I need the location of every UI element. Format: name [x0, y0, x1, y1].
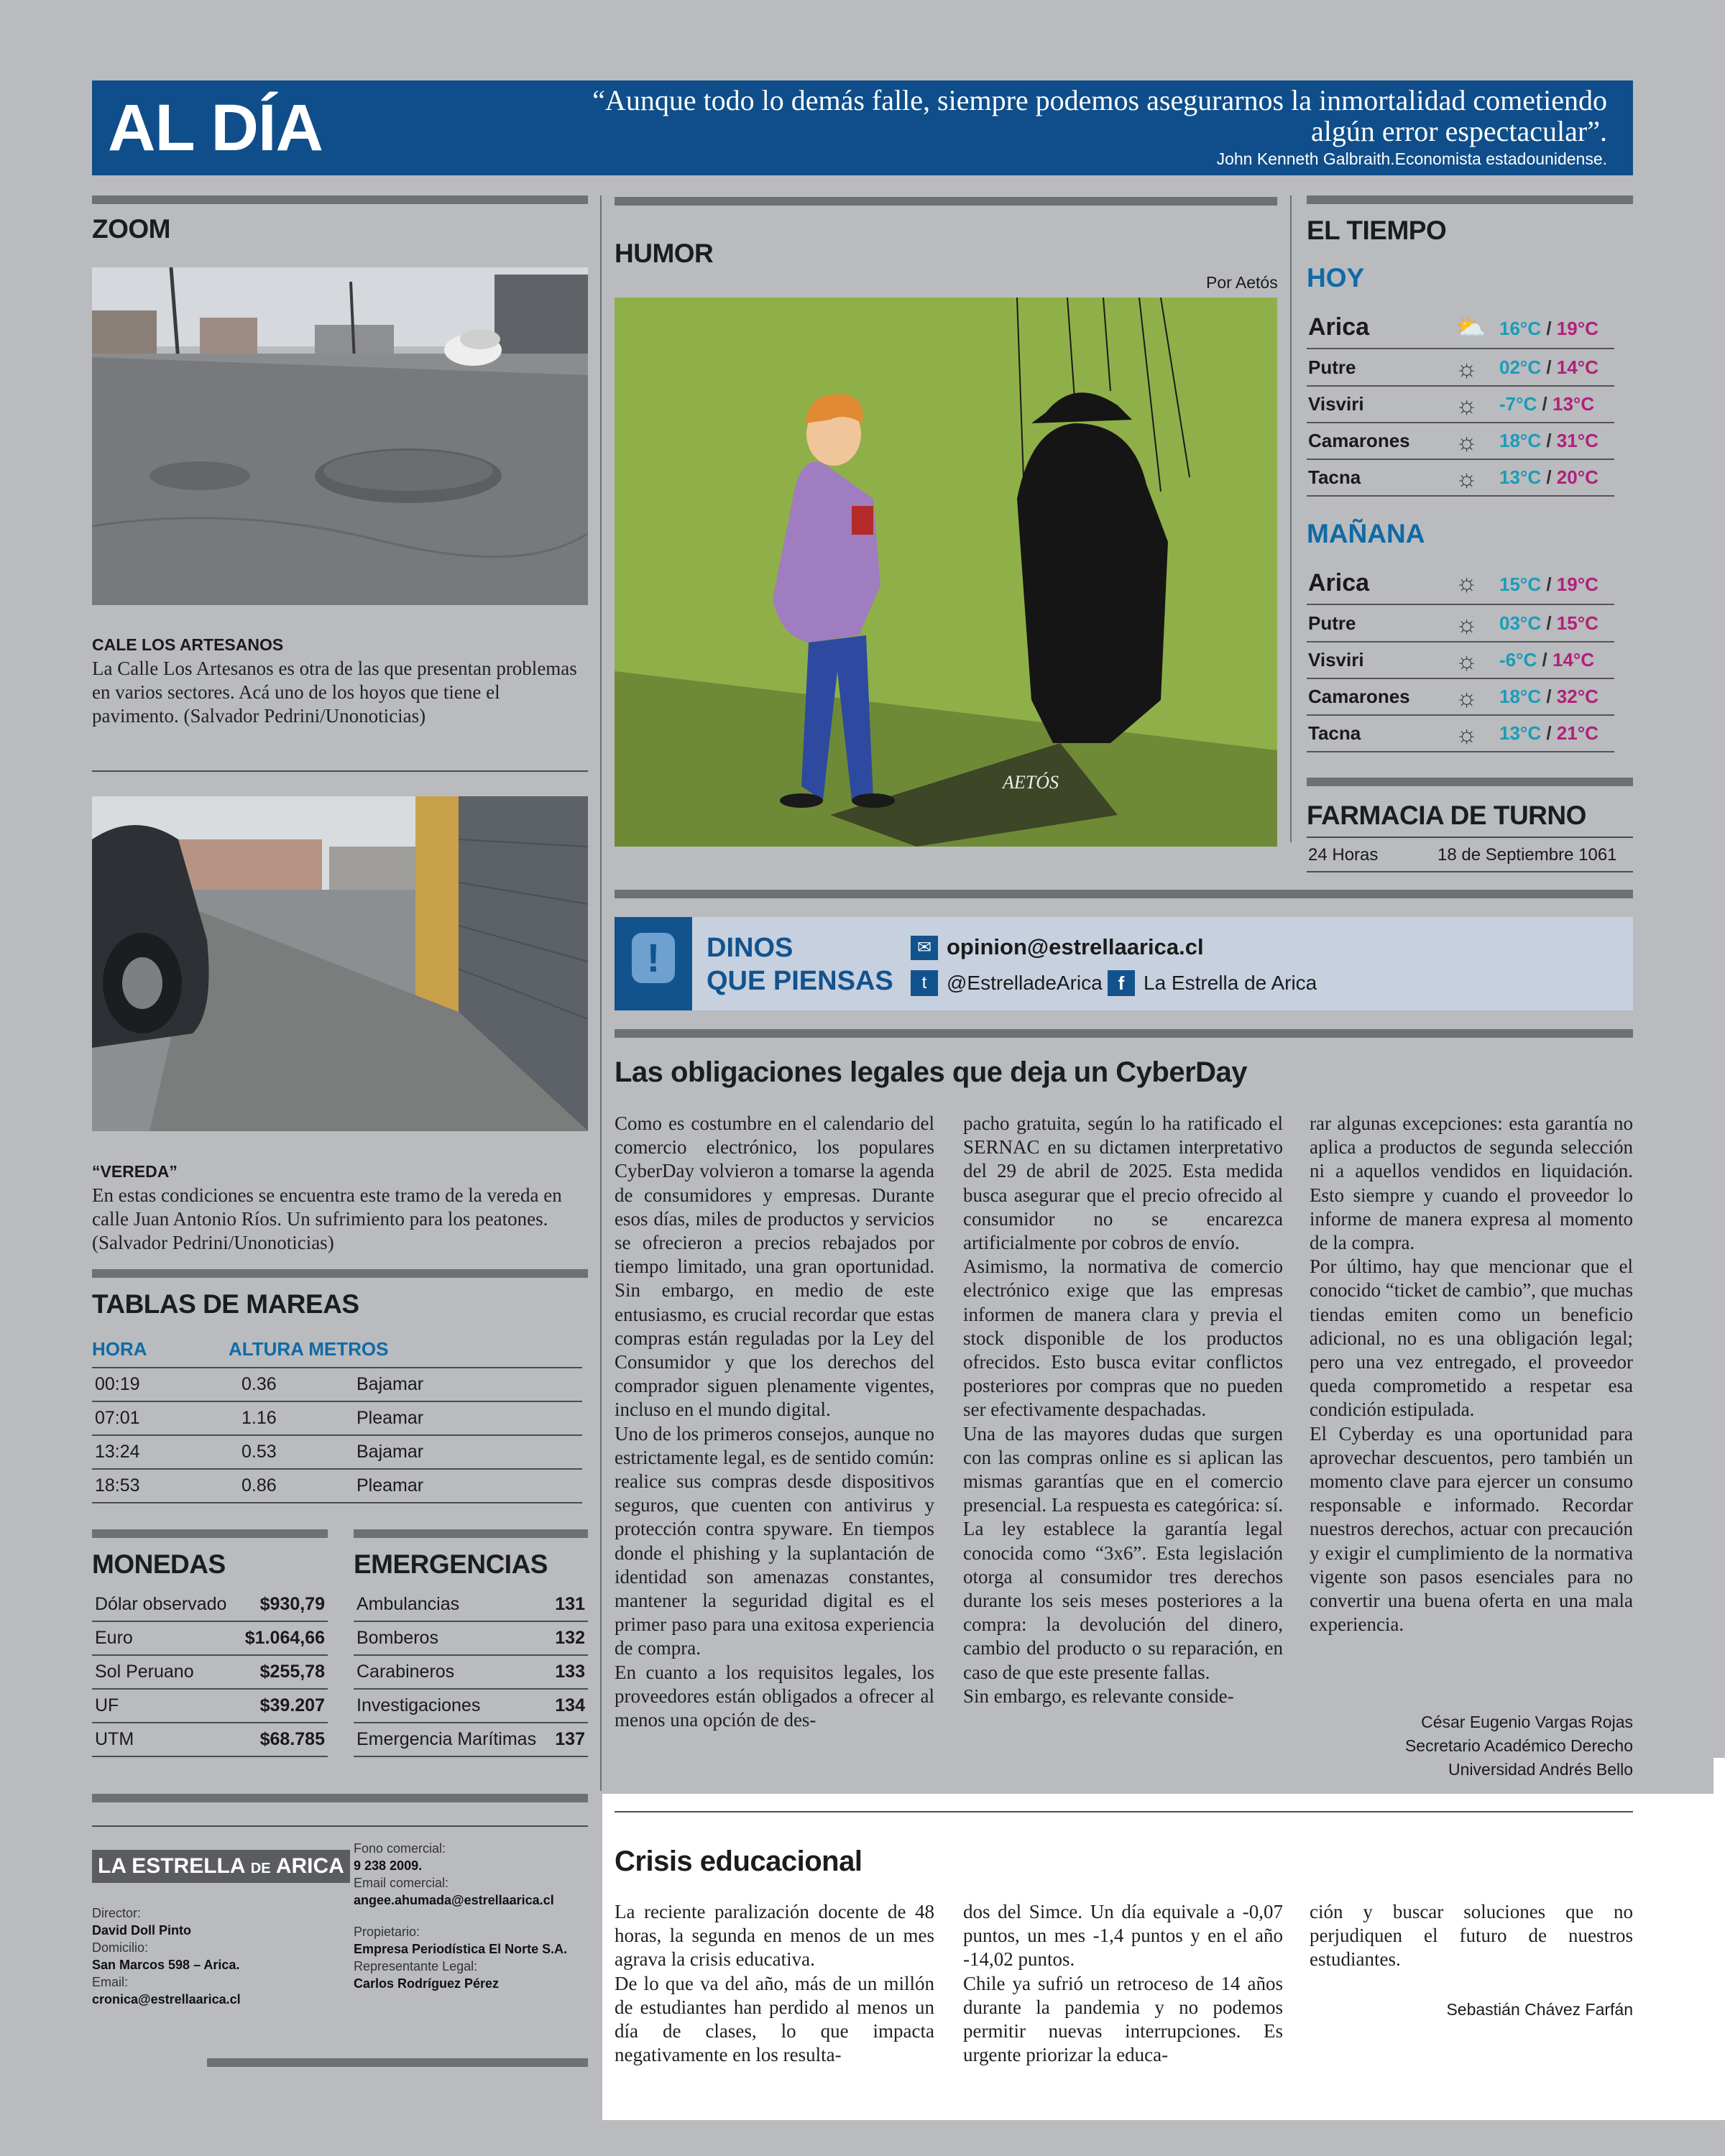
- table-row: [354, 1588, 588, 1621]
- weather-city: Visviri: [1308, 649, 1364, 671]
- tide-type: Bajamar: [354, 1435, 582, 1469]
- zoom-caption-2: En estas condiciones se encuentra este tramo de la vereda en calle Juan Antonio Ríos. Un sufrimiento para los peatones. (Salvador Pedrini/Unonoticias): [92, 1184, 562, 1253]
- zoom-top-rule: [92, 195, 588, 204]
- mail-icon: ✉: [911, 936, 938, 960]
- weather-city: Camarones: [1308, 430, 1410, 451]
- temp-separator: /: [1546, 430, 1552, 451]
- email-label: Email:: [92, 1975, 129, 1989]
- masthead-bottom-rule: [207, 2058, 588, 2067]
- weather-city: Camarones: [1308, 686, 1410, 707]
- opinion-facebook[interactable]: La Estrella de Arica: [1144, 972, 1317, 994]
- opinion-email[interactable]: opinion@estrellaarica.cl: [947, 934, 1204, 959]
- temp-separator: /: [1546, 318, 1552, 339]
- emergency-name: Ambulancias: [354, 1588, 550, 1621]
- emergency-top-rule: [354, 1529, 588, 1538]
- humor-title: HUMOR: [615, 239, 714, 268]
- sun-cloud-icon: ☼: [1455, 428, 1478, 456]
- table-row: [354, 1621, 588, 1655]
- weather-temps: [1499, 318, 1598, 340]
- temp-separator: /: [1546, 573, 1552, 595]
- table-row: [354, 1689, 588, 1723]
- zoom-photo-sidewalk: [92, 796, 588, 1131]
- pharmacy-rule: [1307, 837, 1633, 838]
- temp-min: 18°C: [1499, 430, 1542, 451]
- zoom-photo-street: [92, 267, 588, 605]
- tide-height: 0.53: [239, 1435, 354, 1469]
- pharmacy-top-rule: [1307, 778, 1633, 786]
- weather-row: [1307, 678, 1614, 716]
- opinion-box: [615, 917, 1633, 1010]
- emergency-name: Investigaciones: [354, 1689, 550, 1723]
- phone-label: Fono comercial:: [354, 1841, 446, 1856]
- sun-cloud-icon: ☼: [1455, 569, 1478, 596]
- twitter-icon: t: [911, 970, 938, 996]
- temp-max: 32°C: [1556, 686, 1598, 707]
- table-row: [92, 1723, 328, 1756]
- tide-height: 0.86: [239, 1469, 354, 1503]
- temp-separator: /: [1546, 722, 1552, 744]
- temp-min: -7°C: [1499, 393, 1537, 415]
- temp-separator: /: [1542, 393, 1547, 415]
- sun-cloud-icon: ☼: [1455, 392, 1478, 419]
- tides-table: [92, 1368, 582, 1503]
- column-separator-left: [600, 195, 602, 1791]
- legal-label: Representante Legal:: [354, 1959, 478, 1973]
- zoom-divider: [92, 770, 588, 772]
- article1-column-2: pacho gratuita, según lo ha ratificado el SERNAC en su dictamen interpretativo del 29 de abril de 2025. Esta medida busca asegurar que el precio ofrecido al consumidor no se encarezca artificialmente por cobros de envío. Asimismo, la normativa de comercio electrónico exige que las empresas informen de manera clara y previa el stock disponible de los productos ofrecidos. Esto busca evitar conflictos posteriores por compras que no pueden ser efectivamente despachadas. Una de las mayores dudas que surgen con las compras online es si aplican las mismas garantías que en el comercio presencial. La respuesta es categórica: sí. La ley establece la garantía legal conocida como “3x6”. Esta legislación otorga al consumidor tres derechos durante los seis meses posteriores a la compra: la devolución del dinero, cambio del producto o su reparación, en caso de que este presente fallas. Sin embargo, es relevante conside-: [963, 1112, 1283, 1707]
- temp-min: 13°C: [1499, 466, 1542, 488]
- sun-cloud-icon: ☼: [1455, 648, 1478, 675]
- sun-icon: ☼: [1455, 721, 1478, 748]
- weather-city: Putre: [1308, 356, 1356, 378]
- weather-row: [1307, 386, 1614, 423]
- temp-max: 19°C: [1556, 573, 1598, 595]
- temp-max: 20°C: [1556, 466, 1598, 488]
- logo-text-b: DE: [250, 1861, 271, 1876]
- phone-value: 9 238 2009.: [354, 1858, 423, 1873]
- emergency-title: EMERGENCIAS: [354, 1549, 548, 1579]
- tide-type: Pleamar: [354, 1401, 582, 1435]
- currency-table: [92, 1588, 328, 1757]
- pharmacy-address: 18 de Septiembre 1061: [1438, 845, 1617, 865]
- currency-name: UF: [92, 1689, 237, 1723]
- article1-title: Las obligaciones legales que deja un CyberDay: [615, 1056, 1248, 1088]
- zoom-caption-1: La Calle Los Artesanos es otra de las que presentan problemas en varios sectores. Acá uno de los hoyos que tiene el pavimento. (Salvador Pedrini/Unonoticias): [92, 658, 577, 727]
- sun-icon: ☼: [1455, 355, 1478, 382]
- weather-temps: [1499, 612, 1598, 635]
- tides-col-height: ALTURA METROS: [229, 1338, 389, 1360]
- opinion-top-rule: [615, 890, 1633, 898]
- temp-min: 03°C: [1499, 612, 1542, 634]
- weather-row: [1307, 349, 1614, 387]
- tide-type: Pleamar: [354, 1469, 582, 1503]
- owner-label: Propietario:: [354, 1925, 420, 1939]
- table-row: [92, 1435, 582, 1469]
- tide-time: 13:24: [92, 1435, 239, 1469]
- currency-value: $930,79: [237, 1588, 328, 1621]
- temp-max: 13°C: [1552, 393, 1595, 415]
- column-separator-right: [1290, 195, 1292, 842]
- sun-icon: ☼: [1455, 611, 1478, 638]
- weather-city: Visviri: [1308, 393, 1364, 415]
- temp-separator: /: [1542, 649, 1547, 671]
- tide-time: 00:19: [92, 1368, 239, 1401]
- article1-author: César Eugenio Vargas Rojas: [1421, 1713, 1633, 1731]
- tide-time: 18:53: [92, 1469, 239, 1503]
- cartoon-signature: AETÓS: [1003, 772, 1059, 793]
- exclamation-icon: !: [632, 933, 675, 983]
- humor-cartoon: [615, 298, 1277, 847]
- article2-column-1: La reciente paralización docente de 48 horas, la segunda en menos de un mes agrava la crisis educativa. De lo que va del año, más de un millón de estudiantes han perdido al menos un día de clases, lo que impacta negativamente en los resulta-: [615, 1901, 934, 2066]
- weather-temps: [1499, 686, 1598, 708]
- opinion-heading: [707, 931, 893, 998]
- temp-max: 19°C: [1556, 318, 1598, 339]
- article2-column-2: dos del Simce. Un día equivale a -0,07 puntos, un mes -1,4 puntos y en el año -14,02 puntos. Chile ya sufrió un retroceso de 14 años durante la pandemia y no podemos permitir nuevas interrupciones. Es urgente priorizar la educa-: [963, 1901, 1283, 2066]
- newspaper-logo: [92, 1850, 350, 1883]
- weather-city: Putre: [1308, 612, 1356, 634]
- legal-value: Carlos Rodríguez Pérez: [354, 1976, 500, 1991]
- article1-top-rule: [615, 1029, 1633, 1038]
- opinion-line-2: QUE PIENSAS: [707, 966, 893, 996]
- table-row: [92, 1621, 328, 1655]
- pharmacy-title: FARMACIA DE TURNO: [1307, 801, 1586, 830]
- weather-title: EL TIEMPO: [1307, 216, 1447, 245]
- temp-min: 16°C: [1499, 318, 1542, 339]
- weather-temps: [1499, 393, 1594, 415]
- emergency-number: 133: [550, 1655, 588, 1689]
- temp-min: 02°C: [1499, 356, 1542, 378]
- weather-tomorrow-label: MAÑANA: [1307, 519, 1425, 548]
- temp-separator: /: [1546, 686, 1552, 707]
- currency-name: Euro: [92, 1621, 237, 1655]
- section-header: [92, 80, 1633, 175]
- temp-min: 18°C: [1499, 686, 1542, 707]
- article2-column-3: ción y buscar soluciones que no perjudiquen el futuro de nuestros estudiantes.: [1310, 1901, 1633, 1971]
- weather-city: Tacna: [1308, 722, 1361, 744]
- emergency-table: [354, 1588, 588, 1757]
- director-label: Director:: [92, 1906, 142, 1920]
- temp-separator: /: [1546, 466, 1552, 488]
- currency-top-rule: [92, 1529, 328, 1538]
- zoom-title: ZOOM: [92, 214, 170, 244]
- table-row: [92, 1689, 328, 1723]
- opinion-badge: [615, 917, 692, 1010]
- currency-title: MONEDAS: [92, 1549, 226, 1579]
- weather-top-rule: [1307, 195, 1633, 204]
- sun-cloud-icon: ☼: [1455, 465, 1478, 492]
- pharmacy-hours: 24 Horas: [1308, 845, 1379, 865]
- emergency-number: 131: [550, 1588, 588, 1621]
- table-row: [354, 1655, 588, 1689]
- currency-value: $255,78: [237, 1655, 328, 1689]
- panel-notch: [1714, 1758, 1725, 1794]
- weather-temps: [1499, 649, 1594, 671]
- emergency-number: 132: [550, 1621, 588, 1655]
- tide-height: 0.36: [239, 1368, 354, 1401]
- emergency-name: Carabineros: [354, 1655, 550, 1689]
- emergency-name: Bomberos: [354, 1621, 550, 1655]
- weather-row: [1307, 715, 1614, 752]
- zoom-caption-title-1: CALE LOS ARTESANOS: [92, 635, 284, 654]
- table-row: [354, 1723, 588, 1756]
- tide-time: 07:01: [92, 1401, 239, 1435]
- director-name: David Doll Pinto: [92, 1923, 192, 1938]
- logo-text-c: ARICA: [275, 1854, 344, 1878]
- header-quote-author: John Kenneth Galbraith.Economista estadounidense.: [1216, 149, 1607, 168]
- weather-row: [1307, 605, 1614, 642]
- emergency-number: 137: [550, 1723, 588, 1756]
- opinion-line-1: DINOS: [707, 933, 794, 963]
- weather-row: [1307, 563, 1614, 605]
- address-value: San Marcos 598 – Arica.: [92, 1958, 240, 1972]
- weather-city: Arica: [1308, 313, 1370, 341]
- email-value: cronica@estrellaarica.cl: [92, 1992, 241, 2007]
- article2-title: Crisis educacional: [615, 1846, 862, 1877]
- temp-separator: /: [1546, 356, 1552, 378]
- weather-temps: [1499, 722, 1598, 745]
- weather-today-label: HOY: [1307, 263, 1365, 292]
- weather-temps: [1499, 573, 1598, 596]
- weather-temps: [1499, 356, 1598, 379]
- article1-role: Secretario Académico Derecho: [1404, 1736, 1633, 1755]
- temp-max: 31°C: [1556, 430, 1598, 451]
- facebook-icon: f: [1108, 970, 1135, 996]
- article2-author: Sebastián Chávez Farfán: [1446, 2000, 1633, 2019]
- emergency-number: 134: [550, 1689, 588, 1723]
- opinion-twitter[interactable]: @EstrelladeArica: [947, 972, 1103, 994]
- weather-row: [1307, 308, 1614, 349]
- weather-row: [1307, 459, 1614, 497]
- cloud-sun-icon: ⛅: [1455, 314, 1486, 341]
- temp-max: 14°C: [1556, 356, 1598, 378]
- pharmacy-bottom-rule: [1307, 871, 1633, 872]
- temp-min: -6°C: [1499, 649, 1537, 671]
- article1-institution: Universidad Andrés Bello: [1448, 1760, 1633, 1779]
- table-row: [92, 1368, 582, 1401]
- commercial-email-label: Email comercial:: [354, 1876, 449, 1890]
- currency-value: $1.064,66: [237, 1621, 328, 1655]
- article1-column-1: Como es costumbre en el calendario del comercio electrónico, los populares CyberDay volvieron a tomarse la agenda de consumidores y empresas. Durante esos días, miles de productos y servicios se ofrecieron a precios rebajados por tiempo limitado, una gran oportunidad. Sin embargo, en medio de este entusiasmo, es crucial recordar que estas compras están reguladas por la Ley del Consumidor y que los derechos del comprador siguen plenamente vigentes, incluso en el mundo digital. Uno de los primeros consejos, aunque no estrictamente legal, es de sentido común: realice sus compras desde dispositivos seguros, que cuenten con antivirus y protección contra spyware. En tiempos donde el phishing y la suplantación de identidad son amenazas constantes, mantener la seguridad digital es el primer paso para una exitosa experiencia de compra. En cuanto a los requisitos legales, los proveedores están obligados a ofrecer al menos una opción de des-: [615, 1112, 934, 1731]
- weather-temps: [1499, 430, 1598, 452]
- table-row: [92, 1655, 328, 1689]
- logo-text-a: LA ESTRELLA: [98, 1854, 245, 1878]
- article1-signature: [1310, 1710, 1633, 1782]
- address-label: Domicilio:: [92, 1940, 149, 1955]
- currency-name: UTM: [92, 1723, 237, 1756]
- owner-value: Empresa Periodística El Norte S.A.: [354, 1942, 568, 1956]
- currency-value: $39.207: [237, 1689, 328, 1723]
- emergency-name: Emergencia Marítimas: [354, 1723, 550, 1756]
- masthead-thin-rule: [92, 1825, 588, 1827]
- weather-row: [1307, 642, 1614, 679]
- tides-top-rule: [92, 1269, 588, 1278]
- article1-column-3: rar algunas excepciones: esta garantía no aplica a productos de segunda selección ni a aquellos vendidos en liquidación. Esto siempre y cuando el proveedor lo informe de manera expresa al momento de la compra. Por último, hay que mencionar que el conocido “ticket de cambio”, que muchas tiendas emiten como un beneficio adicional, no es una obligación legal; pero una vez entregado, el proveedor queda comprometido a respetar esa condición estipulada. El Cyberday es una oportunidad para aprovechar descuentos, pero también un momento clave para ejercer un consumo responsable e informado. Recordar nuestros derechos, actuar con precaución y exigir el cumplimiento de la normativa vigente son pasos esenciales para no convertir una buena oferta en una mala experiencia.: [1310, 1112, 1633, 1636]
- article2-top-rule: [615, 1811, 1633, 1812]
- masthead-top-rule: [92, 1794, 588, 1802]
- masthead-right-info: [354, 1840, 591, 1992]
- table-row: [92, 1469, 582, 1503]
- table-row: [92, 1401, 582, 1435]
- section-title: AL DÍA: [108, 91, 323, 165]
- tides-col-hour: HORA: [92, 1338, 147, 1360]
- weather-temps: [1499, 466, 1598, 489]
- temp-separator: /: [1546, 612, 1552, 634]
- table-row: [92, 1588, 328, 1621]
- weather-row: [1307, 423, 1614, 460]
- currency-value: $68.785: [237, 1723, 328, 1756]
- temp-max: 15°C: [1556, 612, 1598, 634]
- currency-name: Dólar observado: [92, 1588, 237, 1621]
- temp-max: 21°C: [1556, 722, 1598, 744]
- humor-credit: Por Aetós: [1206, 273, 1278, 292]
- currency-name: Sol Peruano: [92, 1655, 237, 1689]
- tide-height: 1.16: [239, 1401, 354, 1435]
- commercial-email-value: angee.ahumada@estrellaarica.cl: [354, 1893, 554, 1907]
- temp-min: 13°C: [1499, 722, 1542, 744]
- weather-city: Tacna: [1308, 466, 1361, 488]
- zoom-caption-title-2: “VEREDA”: [92, 1162, 178, 1181]
- masthead-left-info: [92, 1904, 336, 2008]
- sun-icon: ☼: [1455, 684, 1478, 711]
- temp-max: 14°C: [1552, 649, 1595, 671]
- humor-top-rule: [615, 197, 1277, 206]
- header-quote: “Aunque todo lo demás falle, siempre podemos asegurarnos la inmortalidad cometiendo algún error espectacular”.: [592, 84, 1607, 147]
- tides-title: TABLAS DE MAREAS: [92, 1289, 359, 1319]
- weather-city: Arica: [1308, 569, 1370, 596]
- temp-min: 15°C: [1499, 573, 1542, 595]
- tide-type: Bajamar: [354, 1368, 582, 1401]
